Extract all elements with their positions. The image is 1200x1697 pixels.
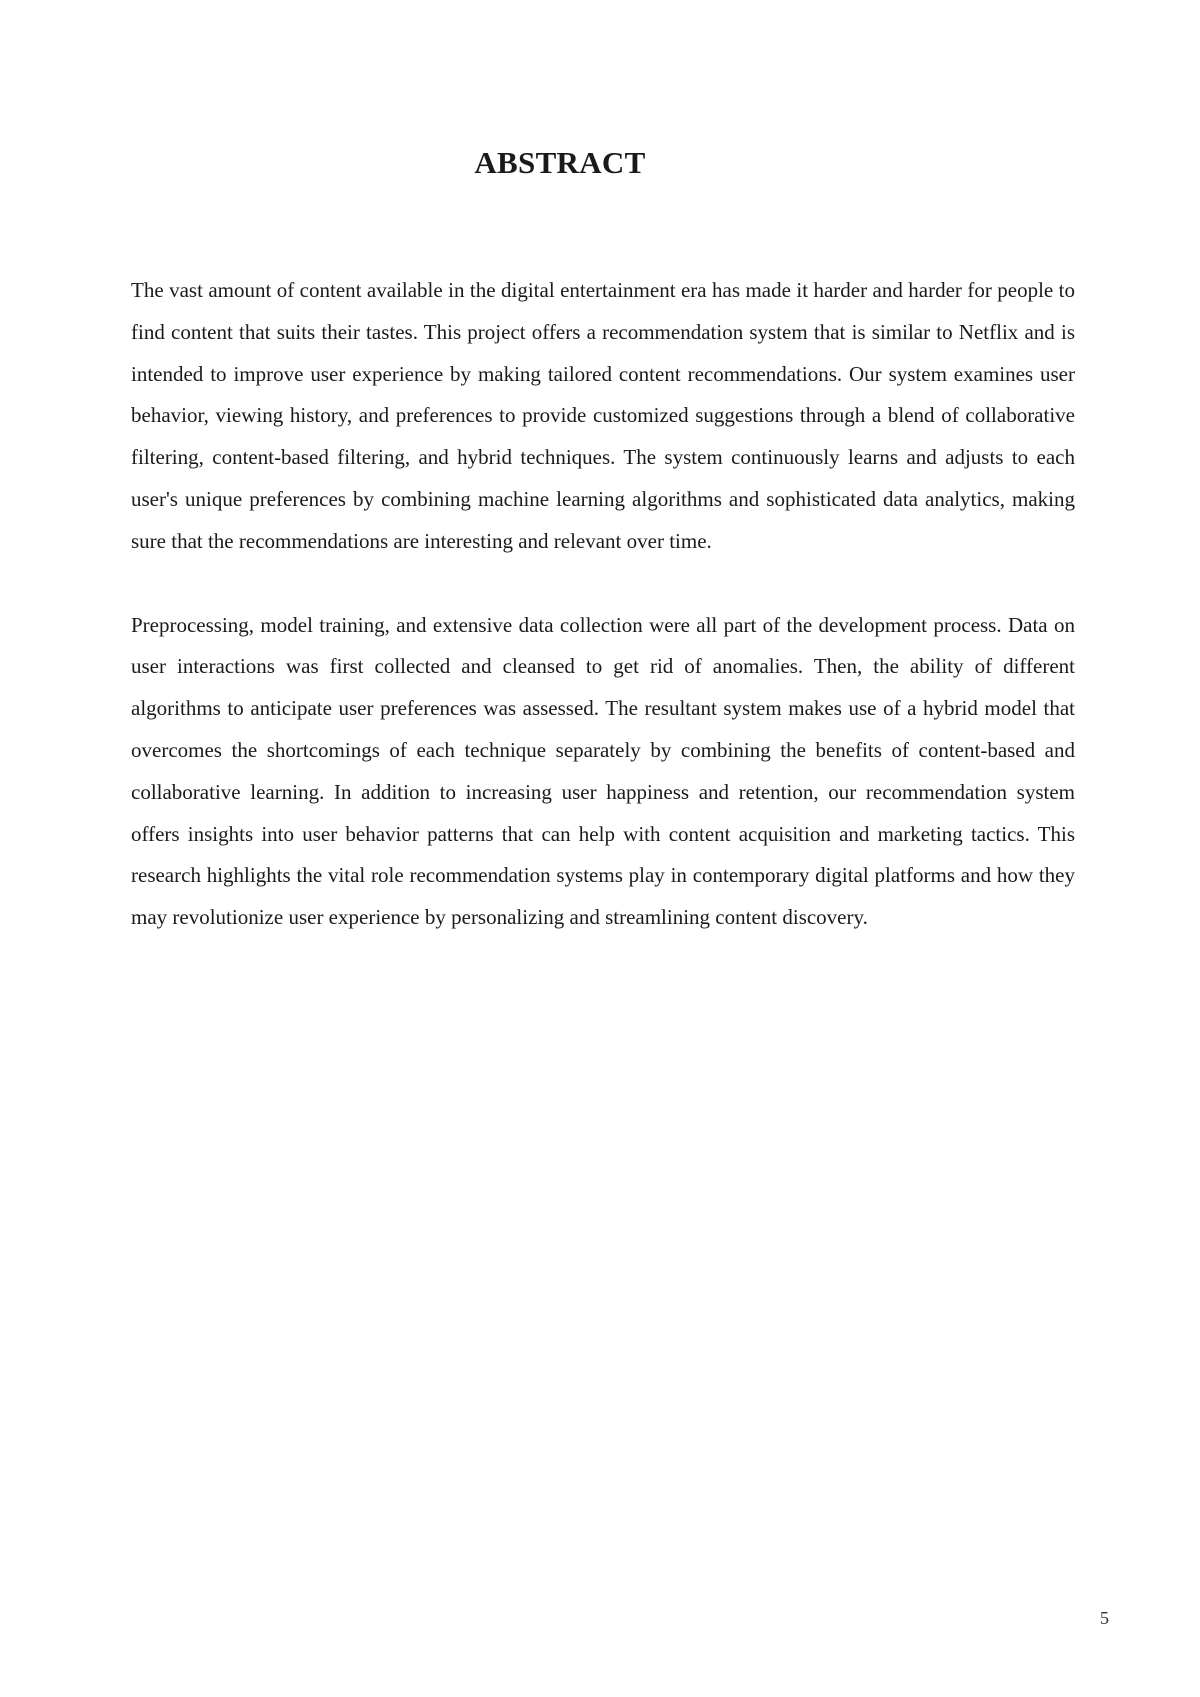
abstract-body (131, 270, 1075, 939)
abstract-paragraph-2: Preprocessing, model training, and extensive data collection were all part of the development process. Data on user interactions was first collected and cleansed to get rid of anomalies. Then, the ability of different algorithms to anticipate user preferences was assessed. The resultant system makes use of a hybrid model that overcomes the shortcomings of each technique separately by combining the benefits of content-based and collaborative learning. In addition to increasing user happiness and retention, our recommendation system offers insights into user behavior patterns that can help with content acquisition and marketing tactics. This research highlights the vital role recommendation systems play in contemporary digital platforms and how they may revolutionize user experience by personalizing and streamlining content discovery. (131, 612, 1075, 930)
page-number: 5 (1100, 1608, 1109, 1628)
page-title: ABSTRACT (474, 145, 646, 180)
abstract-paragraph-1: The vast amount of content available in the digital entertainment era has made it harder and harder for people to find content that suits their tastes. This project offers a recommendation system that is similar to Netflix and is intended to improve user experience by making tailored content recommendations. Our system examines user behavior, viewing history, and preferences to provide customized suggestions through a blend of collaborative filtering, content-based filtering, and hybrid techniques. The system continuously learns and adjusts to each user's unique preferences by combining machine learning algorithms and sophisticated data analytics, making sure that the recommendations are interesting and relevant over time. (131, 278, 1075, 553)
